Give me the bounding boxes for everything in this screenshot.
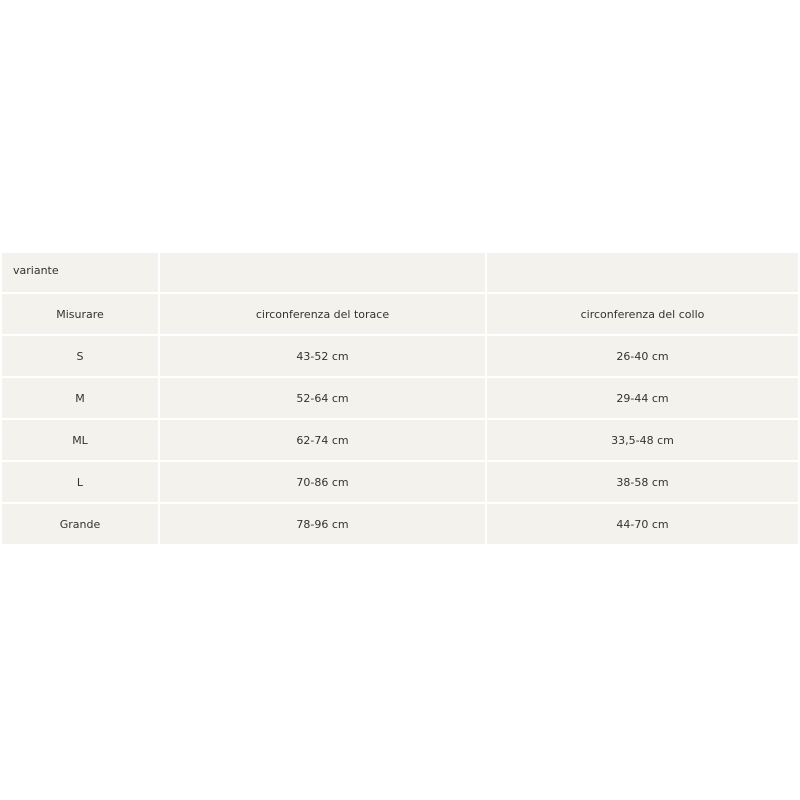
chest-cell: 62-74 cm <box>159 419 486 461</box>
table-row <box>2 419 798 461</box>
size-cell: L <box>2 461 159 503</box>
header-neck: circonferenza del collo <box>486 293 798 335</box>
variant-label: variante <box>2 253 159 293</box>
size-chart-table <box>2 253 798 544</box>
header-chest: circonferenza del torace <box>159 293 486 335</box>
empty-cell <box>486 253 798 293</box>
chest-cell: 43-52 cm <box>159 335 486 377</box>
table-row <box>2 335 798 377</box>
size-cell: M <box>2 377 159 419</box>
neck-cell: 33,5-48 cm <box>486 419 798 461</box>
neck-cell: 26-40 cm <box>486 335 798 377</box>
size-cell: Grande <box>2 503 159 544</box>
chest-cell: 52-64 cm <box>159 377 486 419</box>
neck-cell: 38-58 cm <box>486 461 798 503</box>
table-row <box>2 461 798 503</box>
neck-cell: 44-70 cm <box>486 503 798 544</box>
chest-cell: 70-86 cm <box>159 461 486 503</box>
neck-cell: 29-44 cm <box>486 377 798 419</box>
table-row <box>2 503 798 544</box>
table-row <box>2 377 798 419</box>
chest-cell: 78-96 cm <box>159 503 486 544</box>
variant-row <box>2 253 798 293</box>
size-cell: S <box>2 335 159 377</box>
empty-cell <box>159 253 486 293</box>
header-row <box>2 293 798 335</box>
header-size: Misurare <box>2 293 159 335</box>
size-cell: ML <box>2 419 159 461</box>
